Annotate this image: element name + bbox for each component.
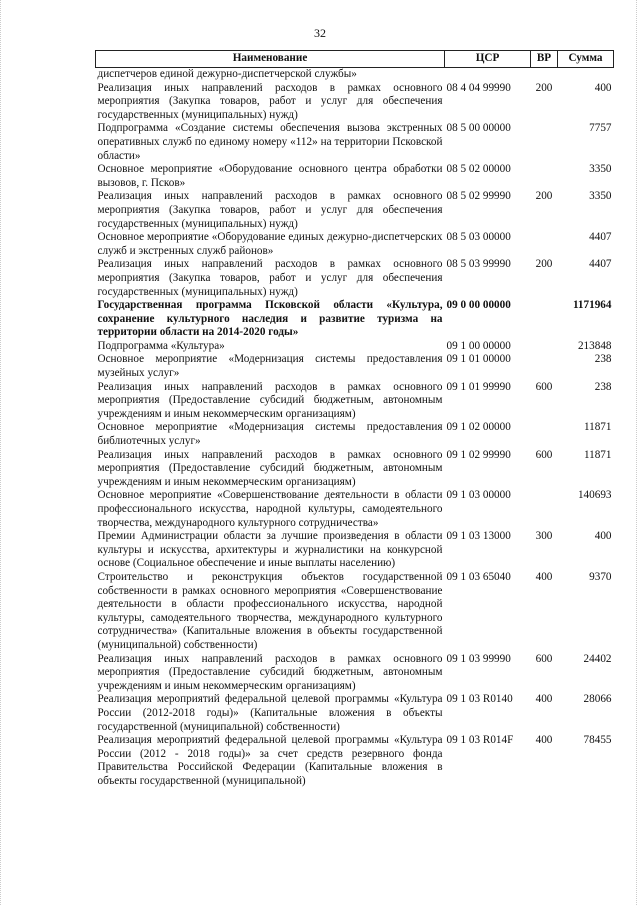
- header-vr: ВР: [531, 51, 558, 68]
- row-sum: 78455: [583, 734, 612, 747]
- row-name: Реализация иных направлений расходов в рамках основного мероприятия (Предоставление субсидий бюджетным, автономным учреждениям и иным некоммерческим организациям): [97, 380, 443, 420]
- row-sum: 11871: [583, 421, 612, 434]
- row-csr: 09 1 03 R014F: [446, 734, 514, 747]
- table-row: [96, 340, 614, 354]
- row-csr: 08 5 02 99990: [446, 190, 511, 203]
- row-name: Основное мероприятие «Совершенствование деятельности в области профессионального искусства, народной культуры, самодеятельного творчества, международного культурного сотрудничества»: [97, 489, 443, 529]
- row-csr: 09 1 03 13000: [446, 530, 511, 543]
- row-sum: 4407: [589, 258, 612, 271]
- table-row: [96, 421, 614, 448]
- table-row: [96, 68, 614, 82]
- row-vr: [531, 122, 558, 163]
- row-vr: 200: [535, 258, 553, 271]
- row-name: Основное мероприятие «Оборудование основного центра обработки вызовов, г. Псков»: [97, 163, 443, 189]
- row-vr: 400: [535, 734, 553, 747]
- row-name: Строительство и реконструкция объектов государственной собственности в рамках основного мероприятия «Совершенствование деятельности в области профессионального искусства, народной культуры, самодеятельного творчества, международного культурного сотрудничества» (Капитальные вложения в объекты государственной (муниципальной) собственности): [97, 570, 443, 651]
- table-row: [96, 653, 614, 694]
- row-sum: 238: [594, 380, 612, 393]
- row-csr: 09 1 01 99990: [446, 380, 511, 393]
- row-vr: 200: [535, 190, 553, 203]
- table-header-row: [96, 51, 614, 68]
- row-csr: 09 1 00 00000: [446, 339, 511, 352]
- table-row: [96, 190, 614, 231]
- row-sum: [558, 68, 614, 82]
- row-sum: 140693: [577, 489, 612, 502]
- table-row: [96, 489, 614, 530]
- table-row: [96, 449, 614, 490]
- row-name: Премии Администрации области за лучшие произведения в области культуры и искусства, архитектуры и журналистики на конкурсной основе (Социальное обеспечение и иные выплаты населению): [97, 530, 443, 570]
- row-vr: 200: [535, 81, 553, 94]
- row-csr: 08 5 03 99990: [446, 258, 511, 271]
- table-row: [96, 163, 614, 190]
- table-row: [96, 299, 614, 340]
- row-name: Основное мероприятие «Модернизация системы предоставления музейных услуг»: [97, 353, 443, 380]
- row-vr: 600: [535, 448, 553, 461]
- row-vr: 600: [535, 652, 553, 665]
- row-name: диспетчеров единой дежурно-диспетчерской службы»: [97, 68, 357, 80]
- row-sum: 28066: [583, 693, 612, 706]
- row-csr: 08 5 00 00000: [446, 122, 511, 135]
- row-sum: 213848: [577, 339, 612, 352]
- row-vr: 600: [535, 380, 553, 393]
- budget-table: [95, 50, 614, 788]
- header-sum: Сумма: [558, 51, 614, 68]
- header-name: Наименование: [96, 51, 445, 68]
- row-csr: 09 1 01 00000: [446, 353, 511, 366]
- row-name: Подпрограмма «Создание системы обеспечения вызова экстренных оперативных служб по единому номеру «112» на территории Псковской области»: [97, 122, 443, 162]
- row-csr: 09 0 00 00000: [446, 299, 511, 312]
- row-vr: [531, 353, 558, 380]
- row-vr: 300: [535, 530, 553, 543]
- row-sum: 1171964: [572, 299, 612, 312]
- row-sum: 238: [594, 353, 612, 366]
- row-name: Реализация мероприятий федеральной целевой программы «Культура России (2012-2018 годы)» (Капитальные вложения в объекты государственной (муниципальной) собственности): [97, 693, 443, 733]
- row-name: Подпрограмма «Культура»: [97, 339, 225, 352]
- scan-edge-right: [636, 0, 639, 905]
- table-row: [96, 231, 614, 258]
- scan-edge-left: [0, 0, 3, 905]
- row-csr: [445, 68, 531, 82]
- header-csr: ЦСР: [445, 51, 531, 68]
- page-number: 32: [314, 26, 326, 40]
- row-name: Государственная программа Псковской области «Культура, сохранение культурного наследия и развитие туризма на территории области на 2014-2020 годы»: [97, 299, 443, 339]
- row-name: Реализация иных направлений расходов в рамках основного мероприятия (Закупка товаров, работ и услуг для обеспечения государственных (муниципальных) нужд): [97, 190, 443, 230]
- row-sum: 24402: [583, 652, 612, 665]
- row-vr: [531, 421, 558, 448]
- row-sum: 3350: [589, 163, 612, 176]
- row-name: Реализация иных направлений расходов в рамках основного мероприятия (Предоставление субсидий бюджетным, автономным учреждениям и иным некоммерческим организациям): [97, 652, 443, 692]
- row-name: Реализация иных направлений расходов в рамках основного мероприятия (Предоставление субсидий бюджетным, автономным учреждениям и иным некоммерческим организациям): [97, 448, 443, 488]
- table-row: [96, 122, 614, 163]
- row-sum: 4407: [589, 231, 612, 244]
- row-csr: 09 1 03 99990: [446, 652, 511, 665]
- table-row: [96, 571, 614, 653]
- row-vr: [531, 68, 558, 82]
- row-name: Реализация иных направлений расходов в рамках основного мероприятия (Закупка товаров, работ и услуг для обеспечения государственных (муниципальных) нужд): [97, 81, 443, 121]
- row-csr: 09 1 02 99990: [446, 448, 511, 461]
- row-sum: 400: [594, 81, 612, 94]
- row-name: Реализация иных направлений расходов в рамках основного мероприятия (Закупка товаров, работ и услуг для обеспечения государственных (муниципальных) нужд): [97, 258, 443, 298]
- row-sum: 7757: [589, 122, 612, 135]
- table-row: [96, 82, 614, 123]
- row-csr: 09 1 03 65040: [446, 570, 511, 583]
- row-csr: 08 5 02 00000: [446, 163, 511, 176]
- row-name: Основное мероприятие «Оборудование единых дежурно-диспетчерских служб и экстренных служб районов»: [97, 231, 443, 257]
- row-sum: 11871: [583, 448, 612, 461]
- table-row: [96, 734, 614, 788]
- row-sum: 9370: [589, 570, 612, 583]
- table-row: [96, 381, 614, 422]
- row-vr: 400: [535, 693, 553, 706]
- table-row: [96, 258, 614, 299]
- table-row: [96, 530, 614, 571]
- row-vr: [531, 231, 558, 258]
- row-sum: 400: [594, 530, 612, 543]
- row-vr: [531, 340, 558, 354]
- row-vr: [531, 299, 558, 340]
- row-csr: 09 1 02 00000: [446, 421, 511, 434]
- table-row: [96, 693, 614, 734]
- row-csr: 08 4 04 99990: [446, 81, 511, 94]
- row-name: Основное мероприятие «Модернизация системы предоставления библиотечных услуг»: [97, 421, 443, 448]
- table-body: [96, 68, 614, 789]
- row-csr: 08 5 03 00000: [446, 231, 511, 244]
- row-csr: 09 1 03 00000: [446, 489, 511, 502]
- table-row: [96, 353, 614, 380]
- row-vr: 400: [535, 570, 553, 583]
- row-name: Реализация мероприятий федеральной целевой программы «Культура России (2012 - 2018 годы)» за счет средств резервного фонда Правительства Российской Федерации (Капитальные вложения в объекты государственной (муниципальной): [97, 734, 443, 787]
- row-vr: [531, 163, 558, 190]
- row-sum: 3350: [589, 190, 612, 203]
- row-vr: [531, 489, 558, 530]
- row-csr: 09 1 03 R0140: [446, 693, 513, 706]
